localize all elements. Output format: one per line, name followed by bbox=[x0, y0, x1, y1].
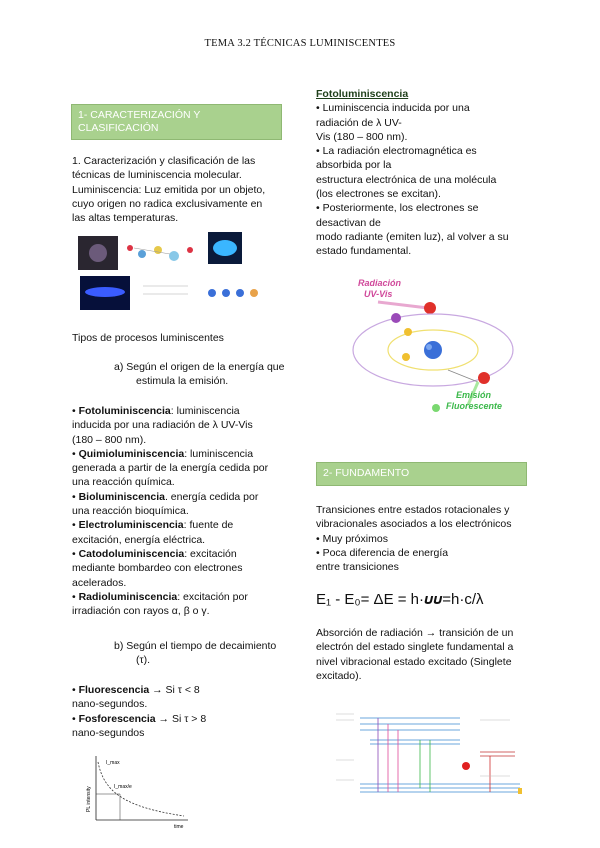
fotolum-line: • Posteriormente, los electrones se bbox=[316, 202, 479, 215]
absorption-line: nivel vibracional estado excitado (Singlete bbox=[316, 655, 512, 668]
fotolum-line: estructura electrónica de una molécula bbox=[316, 173, 497, 186]
decay-desc: → Si τ < 8 bbox=[149, 684, 200, 696]
fundamento-line: vibracionales asociados a los electrónicos bbox=[316, 518, 512, 531]
fotolum-line: Vis (180 – 800 nm). bbox=[316, 130, 408, 143]
label-emision: Emisión bbox=[456, 390, 492, 400]
fundamento-line: • Poca diferencia de energía bbox=[316, 546, 449, 559]
type-name: Bioluminiscencia bbox=[78, 490, 165, 503]
emitted-photon bbox=[478, 372, 490, 384]
intro-paragraph bbox=[72, 154, 292, 225]
type-desc-line: irradiación con rayos α, β o γ. bbox=[72, 605, 210, 618]
luminescence-examples-figure bbox=[78, 228, 278, 313]
label-fluorescente: Fluorescente bbox=[446, 401, 503, 411]
absorption-text bbox=[316, 626, 542, 683]
legend-icons bbox=[208, 289, 258, 297]
fotolum-line: absorbida por la bbox=[316, 159, 392, 172]
nucleus bbox=[424, 341, 442, 359]
type-desc-line: (180 – 800 nm). bbox=[72, 433, 147, 446]
energy-levels bbox=[360, 718, 520, 792]
no-entry-icon bbox=[462, 762, 470, 770]
type-desc-line: inducida por una radiación de λ UV-Vis bbox=[72, 419, 253, 432]
decay-curve bbox=[98, 762, 184, 816]
item-a-line: a) Según el origen de la energía que bbox=[114, 361, 285, 373]
item-b-line: (τ). bbox=[136, 654, 151, 667]
absorption-line: excitado). bbox=[316, 669, 362, 682]
section-header-text: 1- CARACTERIZACIÓN Y CLASIFICACIÓN bbox=[78, 109, 201, 134]
atom-excitation-diagram bbox=[338, 270, 538, 420]
section-header-text: 2- FUNDAMENTO bbox=[323, 467, 410, 479]
electron-excited bbox=[391, 313, 401, 323]
type-item-electroluminiscencia: • Electroluminiscencia: fuente de bbox=[72, 519, 234, 532]
page-title: TEMA 3.2 TÉCNICAS LUMINISCENTES bbox=[204, 38, 396, 49]
intro-line: las altas temperaturas. bbox=[72, 212, 179, 225]
emission-arrow bbox=[448, 370, 478, 382]
type-desc: : luminiscencia bbox=[170, 405, 240, 417]
intro-line: técnicas de luminiscencia molecular. bbox=[72, 169, 242, 182]
type-desc: : excitación por bbox=[177, 590, 248, 603]
type-desc-line: una reacción bioquímica. bbox=[72, 505, 189, 518]
electron-1 bbox=[404, 328, 412, 336]
fotolum-line: • Luminiscencia inducida por una bbox=[316, 102, 470, 115]
photon-green bbox=[432, 404, 440, 412]
fundamento-text bbox=[316, 503, 540, 574]
decay-list bbox=[72, 683, 292, 740]
jablonski-diagram bbox=[330, 700, 530, 800]
type-name: Electroluminiscencia bbox=[78, 519, 184, 532]
type-item-radioluminiscencia: • Radioluminiscencia: excitación por bbox=[72, 590, 248, 603]
fundamento-line: entre transiciones bbox=[316, 561, 399, 574]
type-desc: : luminiscencia bbox=[184, 447, 254, 460]
fotolum-line: desactivan de bbox=[316, 216, 381, 229]
decay-chart-xlabel: time bbox=[174, 824, 184, 830]
absorption-line: Absorción de radiación → transición de un bbox=[316, 627, 514, 639]
type-name: Radioluminiscencia bbox=[78, 590, 178, 603]
section-header-caracterizacion bbox=[71, 104, 282, 140]
fundamento-line: • Muy próximos bbox=[316, 532, 388, 545]
decay-chart-ylabel: PL intensity bbox=[86, 786, 92, 812]
item-a-line: estimula la emisión. bbox=[136, 375, 229, 388]
yellow-marker bbox=[518, 788, 522, 794]
type-item-fotoluminiscencia: • Fotoluminiscencia: luminiscencia bbox=[72, 405, 240, 417]
type-item-bioluminiscencia: • Bioluminiscencia. energía cedida por bbox=[72, 490, 259, 503]
reaction-scheme bbox=[127, 245, 193, 261]
type-desc-line: excitación, energía eléctrica. bbox=[72, 533, 206, 546]
type-name: Quimioluminiscencia bbox=[78, 447, 185, 460]
decay-name: Fosforescencia bbox=[78, 712, 156, 725]
label-uvvis: UV-Vis bbox=[364, 289, 393, 299]
tipos-heading: Tipos de procesos luminiscentes bbox=[72, 332, 224, 344]
fotolum-line: estado fundamental. bbox=[316, 245, 412, 258]
type-desc: : fuente de bbox=[183, 519, 234, 532]
section-header-fundamento bbox=[316, 462, 527, 486]
absorption-line: electrón del estado singlete fundamental a bbox=[316, 641, 514, 654]
type-item-quimioluminiscencia: • Quimioluminiscencia: luminiscencia bbox=[72, 447, 254, 460]
transitions bbox=[378, 718, 490, 792]
type-desc-line: acelerados. bbox=[72, 576, 127, 589]
fotolum-line: modo radiante (emiten luz), al volver a su bbox=[316, 230, 509, 243]
fotolum-line: (los electrones se excitan). bbox=[316, 188, 441, 201]
decay-desc-line: nano-segundos. bbox=[72, 698, 148, 711]
energy-equation: E₁ - E₀= ΔE = h·𝝊𝝊=h·c/λ bbox=[316, 591, 484, 608]
type-desc: : excitación bbox=[184, 547, 237, 560]
type-item-catodoluminiscencia: • Catodoluminiscencia: excitación bbox=[72, 547, 237, 560]
types-list bbox=[72, 404, 292, 618]
decay-curve-label-2: I_max/e bbox=[114, 784, 132, 790]
label-radiacion: Radiación bbox=[358, 278, 402, 288]
item-b-line: b) Según el tiempo de decaimiento bbox=[114, 640, 277, 652]
decay-curve-label-1: I_max bbox=[106, 760, 120, 766]
type-desc-line: mediante bombardeo con electrones bbox=[72, 562, 243, 575]
decay-desc: → Si τ > 8 bbox=[155, 712, 207, 725]
intro-line: 1. Caracterización y clasificación de las bbox=[72, 155, 256, 167]
intro-line: cuyo origen no radica exclusivamente en bbox=[72, 197, 263, 210]
decay-chart bbox=[84, 752, 194, 832]
item-a bbox=[114, 360, 294, 389]
fotolum-line: radiación de λ UV- bbox=[316, 116, 402, 129]
fotolum-heading: Fotoluminiscencia bbox=[316, 88, 409, 100]
type-desc-line: generada a partir de la energía cedida por bbox=[72, 462, 269, 475]
type-name: Catodoluminiscencia bbox=[78, 547, 185, 560]
fotolum-block bbox=[316, 87, 536, 259]
decay-item-fosforescencia: • Fosforescencia → Si τ > 8 bbox=[72, 712, 207, 725]
type-desc-line: una reacción química. bbox=[72, 476, 175, 489]
incoming-photon bbox=[424, 302, 436, 314]
type-name: Fotoluminiscencia bbox=[78, 405, 171, 417]
electron-2 bbox=[402, 353, 410, 361]
type-desc: . energía cedida por bbox=[164, 490, 259, 503]
intro-line: Luminiscencia: Luz emitida por un objeto, bbox=[72, 183, 266, 196]
decay-desc-line: nano-segundos bbox=[72, 726, 145, 739]
item-b bbox=[114, 639, 294, 668]
decay-item-fluorescencia: • Fluorescencia → Si τ < 8 bbox=[72, 684, 200, 696]
incoming-photon-trail bbox=[378, 302, 428, 308]
fundamento-line: Transiciones entre estados rotacionales y bbox=[316, 504, 510, 516]
fotolum-line: • La radiación electromagnética es bbox=[316, 145, 477, 158]
decay-name: Fluorescencia bbox=[78, 684, 150, 696]
